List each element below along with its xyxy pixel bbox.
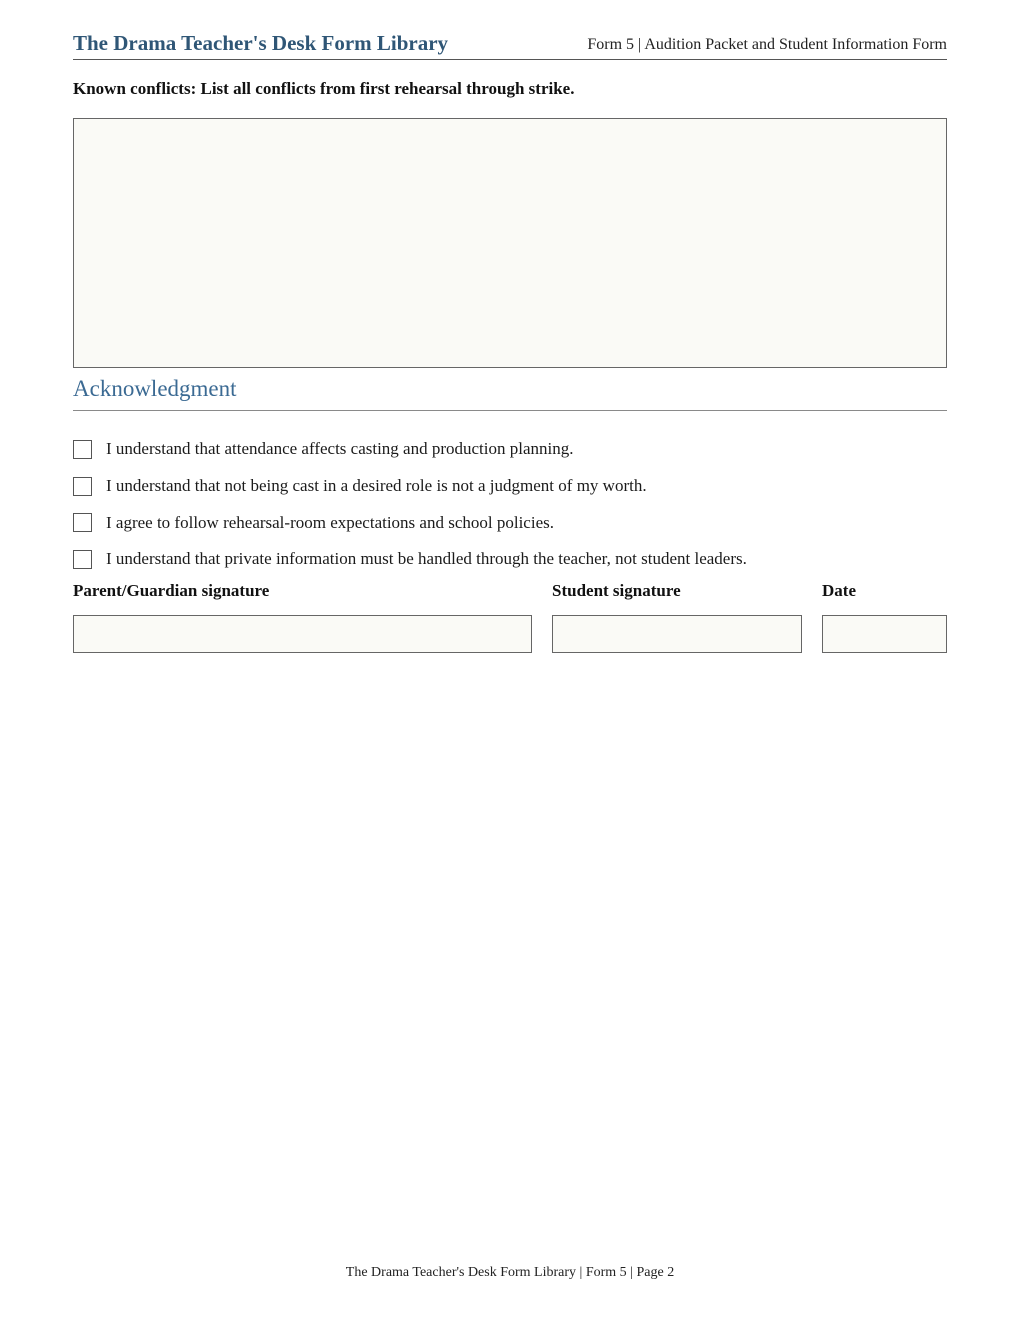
form-page — [73, 0, 947, 1320]
date-field[interactable] — [822, 615, 947, 653]
running-header — [73, 30, 947, 60]
page-footer: The Drama Teacher's Desk Form Library | Form 5 | Page 2 — [345, 1265, 675, 1280]
parent-signature-field[interactable] — [73, 615, 532, 653]
acknowledgment-checkbox[interactable] — [73, 513, 92, 532]
acknowledgment-statement: I understand that attendance affects casting and production planning. — [106, 439, 574, 459]
form-identifier: Form 5 | Audition Packet and Student Information Form — [587, 36, 947, 53]
acknowledgment-checkbox[interactable] — [73, 440, 92, 459]
student-signature-label: Student signature — [552, 581, 681, 600]
library-title: The Drama Teacher's Desk Form Library — [73, 31, 449, 55]
acknowledgment-statement: I agree to follow rehearsal-room expectations and school policies. — [106, 512, 554, 532]
acknowledgment-statement: I understand that not being cast in a desired role is not a judgment of my worth. — [106, 476, 647, 496]
known-conflicts-label: Known conflicts: List all conflicts from first rehearsal through strike. — [73, 79, 575, 98]
parent-signature-label: Parent/Guardian signature — [73, 581, 270, 600]
acknowledgment-heading-text: Acknowledgment — [73, 376, 237, 401]
acknowledgment-checkbox[interactable] — [73, 550, 92, 569]
student-signature-field[interactable] — [552, 615, 802, 653]
acknowledgment-section-heading — [73, 374, 947, 411]
acknowledgment-item — [73, 431, 947, 468]
acknowledgment-list — [73, 431, 947, 578]
acknowledgment-statement: I understand that private information must be handled through the teacher, not student leaders. — [106, 549, 747, 569]
acknowledgment-item — [73, 468, 947, 505]
date-label: Date — [822, 581, 856, 600]
acknowledgment-item — [73, 541, 947, 578]
known-conflicts-field[interactable] — [73, 118, 947, 368]
acknowledgment-checkbox[interactable] — [73, 477, 92, 496]
acknowledgment-item — [73, 504, 947, 541]
